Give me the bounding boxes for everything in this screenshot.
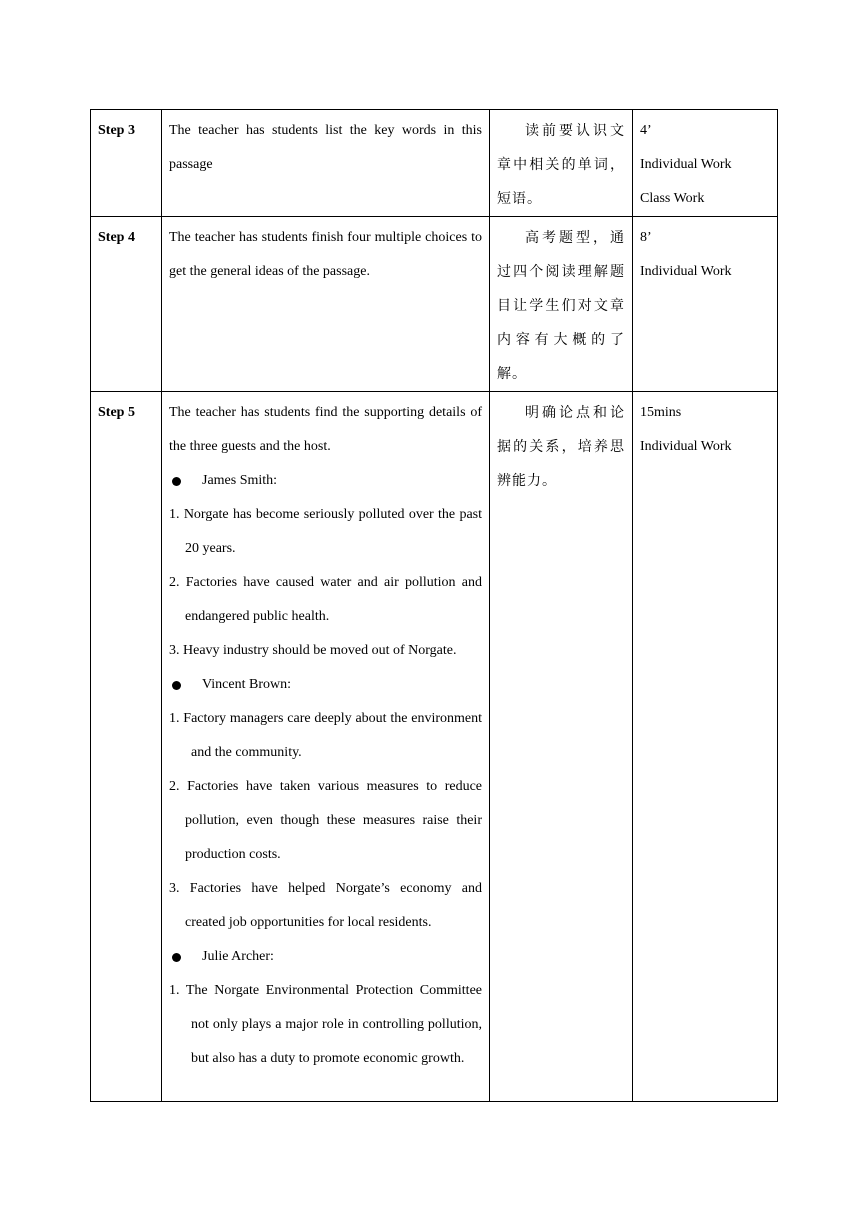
activity-text: The teacher has students find the supporting details of the three guests and the host. <box>169 405 482 454</box>
work-mode: Individual Work <box>640 264 732 279</box>
activity-description <box>162 110 490 217</box>
purpose-note <box>490 392 633 1102</box>
table-row <box>91 392 778 1102</box>
list-item: 1. Norgate has become seriously polluted over the past 20 years. <box>169 507 482 556</box>
guest-bullet <box>169 668 482 702</box>
activity-text: The teacher has students list the key words in this passage <box>169 123 482 172</box>
purpose-text: 高考题型，通过四个阅读理解题目让学生们对文章内容有大概的了解。 <box>497 230 625 382</box>
time-and-mode <box>633 392 778 1102</box>
list-item: 1. The Norgate Environmental Protection Committee not only plays a major role in controlling pollution, but also has a duty to promote economic growth. <box>169 983 482 1066</box>
guest-bullet <box>169 464 482 498</box>
duration: 8’ <box>640 230 652 245</box>
purpose-note <box>490 217 633 392</box>
bullet-dot-icon <box>172 477 181 486</box>
step-label: Step 3 <box>91 110 162 217</box>
list-item: 2. Factories have taken various measures to reduce pollution, even though these measures raise their production costs. <box>169 779 482 862</box>
duration: 15mins <box>640 405 682 420</box>
guest-name: James Smith: <box>202 473 278 488</box>
time-and-mode <box>633 217 778 392</box>
activity-text: The teacher has students finish four multiple choices to get the general ideas of the passage. <box>169 230 482 279</box>
time-and-mode <box>633 110 778 217</box>
work-mode: Individual Work <box>640 157 732 172</box>
guest-bullet <box>169 940 482 974</box>
list-item: 3. Factories have helped Norgate’s economy and created job opportunities for local residents. <box>169 881 482 930</box>
activity-description <box>162 392 490 1102</box>
purpose-text: 读前要认识文章中相关的单词，短语。 <box>497 123 625 207</box>
activity-description <box>162 217 490 392</box>
table-row <box>91 217 778 392</box>
list-item: 3. Heavy industry should be moved out of Norgate. <box>169 643 457 658</box>
table-row <box>91 110 778 217</box>
work-mode: Individual Work <box>640 439 732 454</box>
step-label: Step 4 <box>91 217 162 392</box>
step-label: Step 5 <box>91 392 162 1102</box>
guest-name: Vincent Brown: <box>202 677 291 692</box>
duration: 4’ <box>640 123 652 138</box>
bullet-dot-icon <box>172 681 181 690</box>
list-item: 1. Factory managers care deeply about the environment and the community. <box>169 711 482 760</box>
lesson-plan-table <box>90 109 778 1102</box>
bullet-dot-icon <box>172 953 181 962</box>
purpose-note <box>490 110 633 217</box>
work-mode: Class Work <box>640 191 705 206</box>
purpose-text: 明确论点和论据的关系，培养思辨能力。 <box>497 405 625 489</box>
list-item: 2. Factories have caused water and air pollution and endangered public health. <box>169 575 482 624</box>
guest-name: Julie Archer: <box>202 949 274 964</box>
